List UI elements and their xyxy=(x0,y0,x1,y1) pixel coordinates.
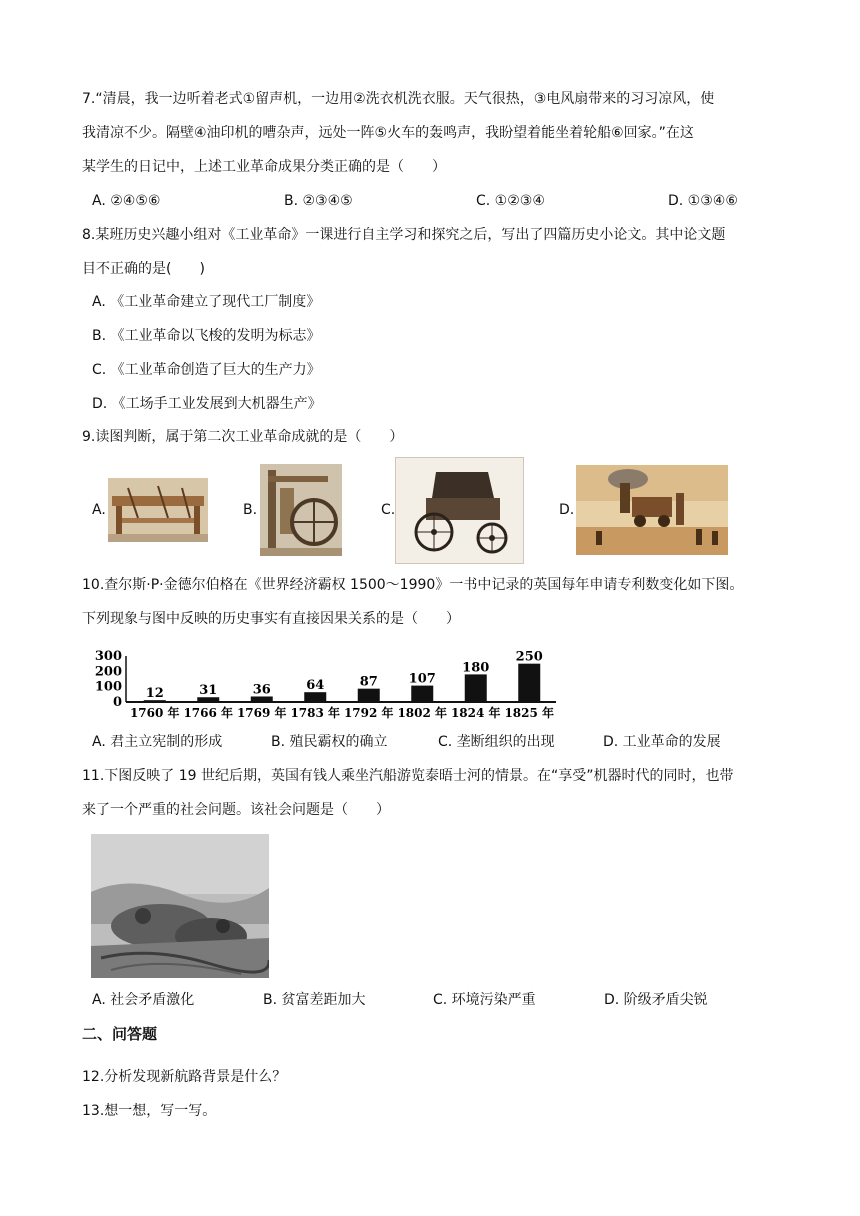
q9-line-1: 9.读图判断，属于第二次工业革命成就的是（ ） xyxy=(82,429,404,445)
q10-option-d: D. 工业革命的发展 xyxy=(603,734,721,750)
x-tick-label: 1783 年 xyxy=(290,706,341,720)
q8-line-2: 目不正确的是( ) xyxy=(82,261,205,277)
bar-1792年 xyxy=(358,689,380,702)
q11-option-a: A. 社会矛盾激化 xyxy=(92,992,195,1008)
q10-option-c: C. 垄断组织的出现 xyxy=(438,734,555,750)
q11-line-2: 来了一个严重的社会问题。该社会问题是（ ） xyxy=(82,802,390,818)
bar-value-label: 180 xyxy=(462,660,490,676)
q8-option-d: D. 《工场手工业发展到大机器生产》 xyxy=(92,396,322,412)
q9-label-b: B. xyxy=(243,502,258,518)
x-tick-label: 1825 年 xyxy=(504,706,555,720)
q7-option-c: C. ①②③④ xyxy=(476,193,545,209)
q9-label-c: C. xyxy=(381,502,396,518)
bar-value-label: 87 xyxy=(359,674,378,690)
bar-value-label: 107 xyxy=(408,671,436,687)
thames-steamboat-cartoon-image xyxy=(91,834,269,978)
q9-label-d: D. xyxy=(559,502,575,518)
steam-locomotive-scene-image xyxy=(576,465,728,555)
bar-1825年 xyxy=(518,664,540,702)
x-tick-label: 1824 年 xyxy=(450,706,501,720)
q7-option-a: A. ②④⑤⑥ xyxy=(92,193,161,209)
y-tick-label: 0 xyxy=(112,695,122,710)
q8-option-b: B. 《工业革命以飞梭的发明为标志》 xyxy=(92,328,321,344)
x-tick-label: 1760 年 xyxy=(129,706,180,720)
x-tick-label: 1802 年 xyxy=(397,706,448,720)
q8-line-1: 8.某班历史兴趣小组对《工业革命》一课进行自主学习和探究之后，写出了四篇历史小论文。其中论文题 xyxy=(82,227,726,243)
q7-line-1: 7.“清晨，我一边听着老式①留声机，一边用②洗衣机洗衣服。天气很热，③电风扇带来的习习凉风，使 xyxy=(82,91,715,107)
bar-1824年 xyxy=(465,674,487,702)
section-title: 二、问答题 xyxy=(82,1025,158,1043)
q11-line-1: 11.下图反映了 19 世纪后期，英国有钱人乘坐汽船游览泰晤士河的情景。在“享受”机器时代的同时，也带 xyxy=(82,768,734,784)
bar-value-label: 64 xyxy=(306,678,325,694)
q8-option-c: C. 《工业革命创造了巨大的生产力》 xyxy=(92,362,321,378)
q10-option-a: A. 君主立宪制的形成 xyxy=(92,734,223,750)
bar-1802年 xyxy=(411,686,433,702)
q11-option-b: B. 贫富差距加大 xyxy=(263,992,366,1008)
q10-line-1: 10.查尔斯·P·金德尔伯格在《世界经济霸权 1500～1990》一书中记录的英国每年申请专利数变化如下图。 xyxy=(82,577,744,593)
bar-value-label: 250 xyxy=(515,650,543,665)
q11-option-c: C. 环境污染严重 xyxy=(433,992,536,1008)
q12-text: 12.分析发现新航路背景是什么？ xyxy=(82,1069,287,1085)
x-tick-label: 1792 年 xyxy=(343,706,394,720)
patent-bar-chart xyxy=(88,650,558,722)
x-tick-label: 1766 年 xyxy=(183,706,234,720)
q7-option-b: B. ②③④⑤ xyxy=(284,193,353,209)
q9-label-a: A. xyxy=(92,502,106,518)
bar-value-label: 36 xyxy=(252,682,271,698)
early-automobile-image xyxy=(395,457,524,564)
y-tick-label: 300 xyxy=(94,650,122,664)
q7-line-3: 某学生的日记中，上述工业革命成果分类正确的是（ ） xyxy=(82,159,446,175)
spinning-machine-image xyxy=(108,478,208,542)
q7-option-d: D. ①③④⑥ xyxy=(668,193,738,209)
bar-value-label: 31 xyxy=(199,683,218,699)
q10-option-b: B. 殖民霸权的确立 xyxy=(271,734,388,750)
q13-text: 13.想一想，写一写。 xyxy=(82,1103,217,1119)
q8-option-a: A. 《工业革命建立了现代工厂制度》 xyxy=(92,294,321,310)
bar-1783年 xyxy=(304,692,326,702)
q11-option-d: D. 阶级矛盾尖锐 xyxy=(604,992,708,1008)
y-tick-label: 200 xyxy=(94,664,122,680)
q7-line-2: 我清凉不少。隔壁④油印机的嘈杂声，远处一阵⑤火车的轰鸣声，我盼望着能坐着轮船⑥回家。”在这 xyxy=(82,125,694,141)
y-tick-label: 100 xyxy=(94,679,122,695)
bar-value-label: 12 xyxy=(145,686,164,702)
x-tick-label: 1769 年 xyxy=(236,706,287,720)
steam-engine-image xyxy=(260,464,342,556)
q10-line-2: 下列现象与图中反映的历史事实有直接因果关系的是（ ） xyxy=(82,611,460,627)
